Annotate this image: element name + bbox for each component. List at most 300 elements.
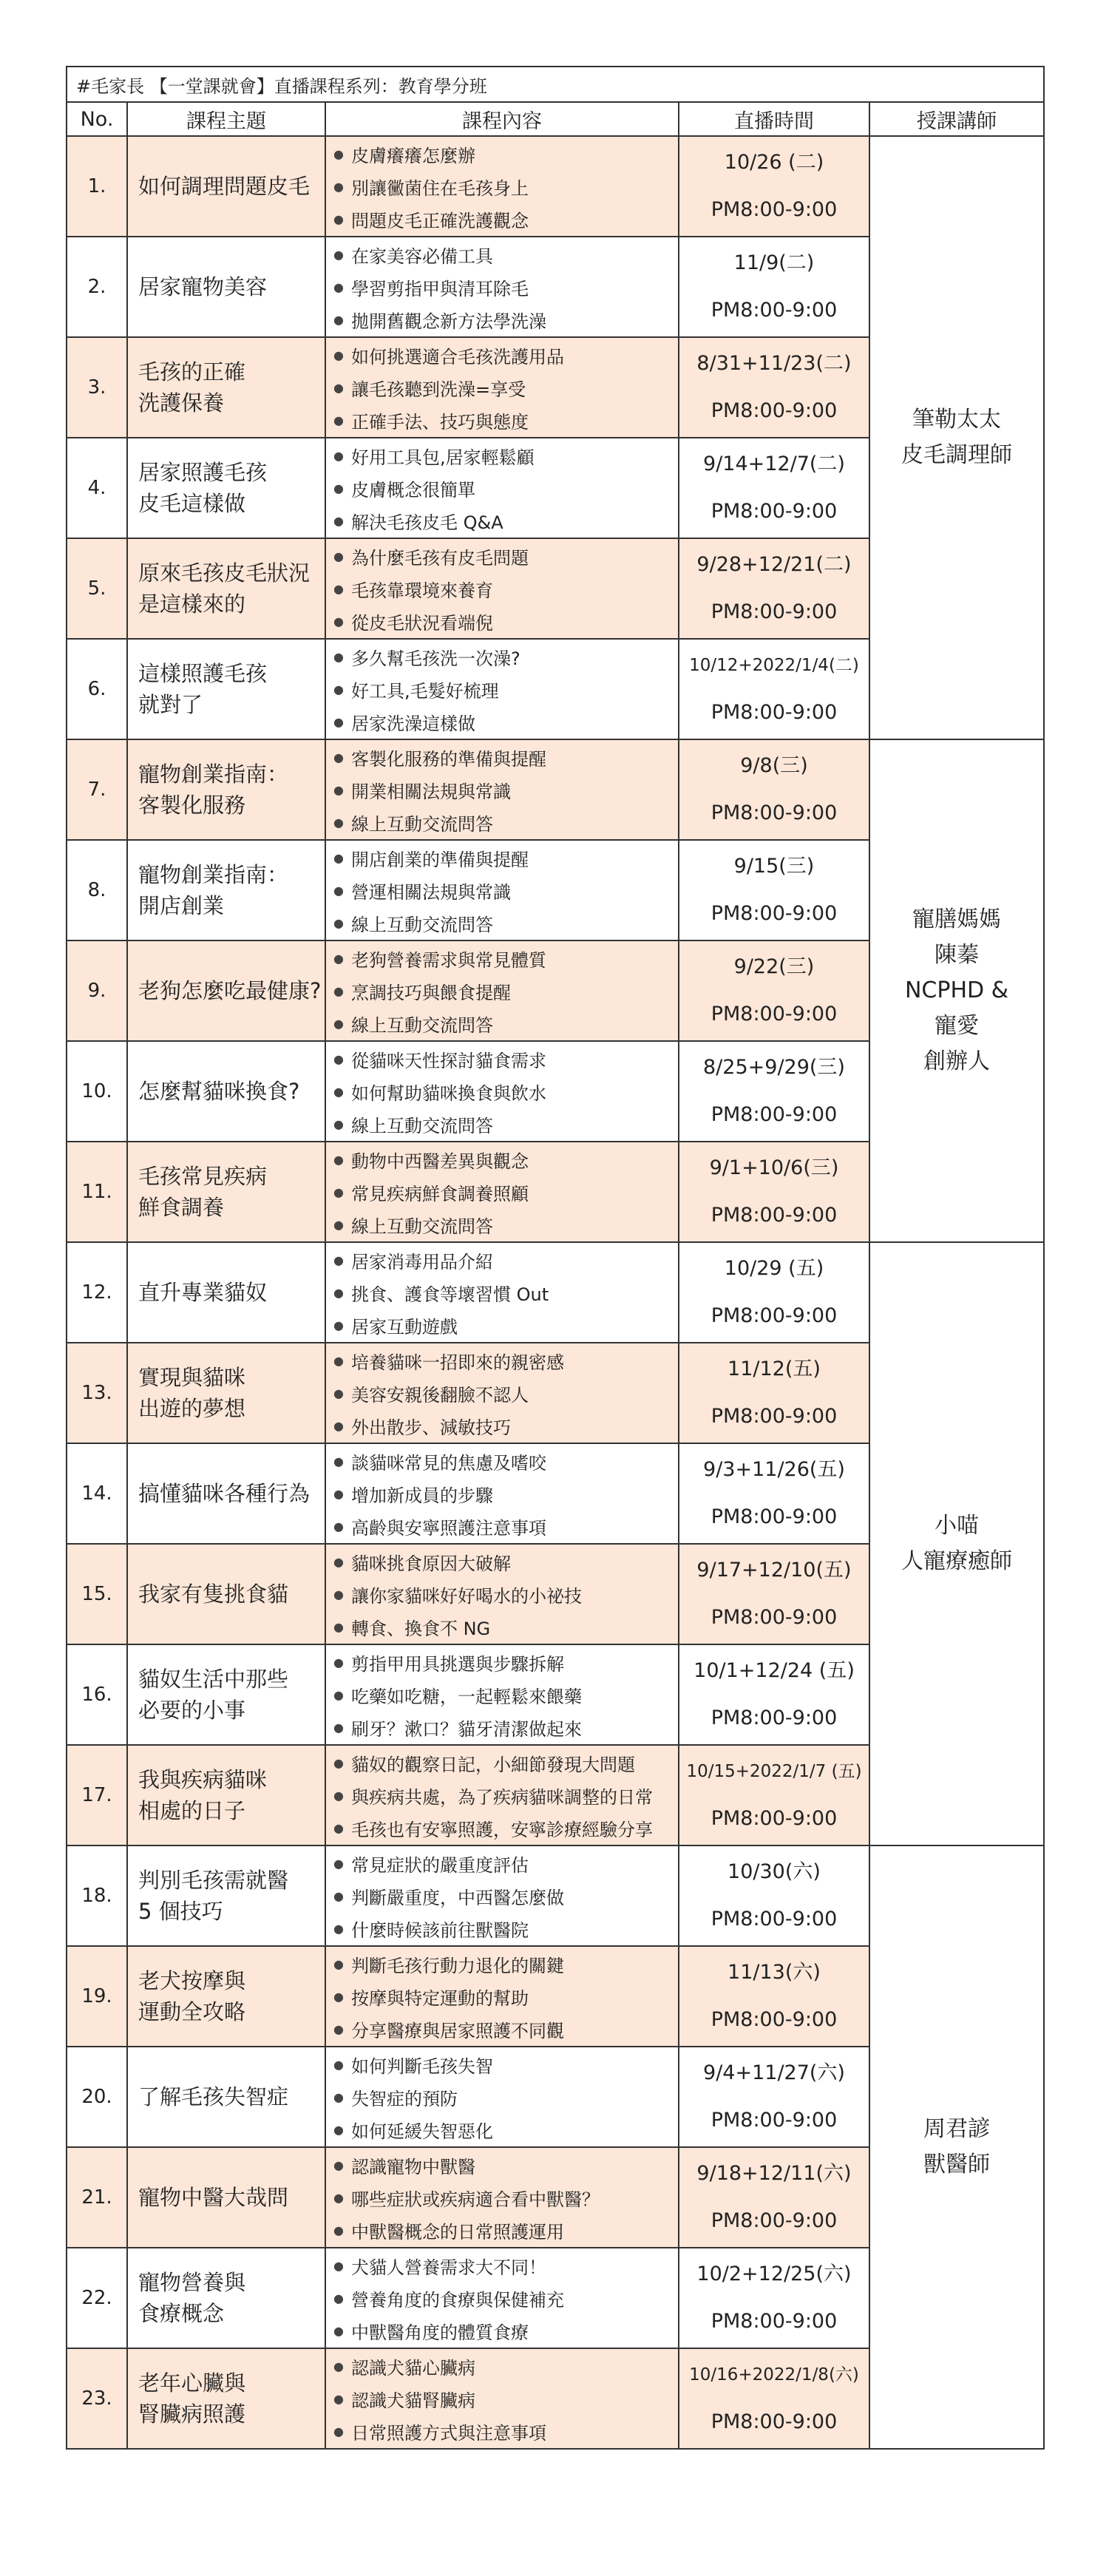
bullet-icon: ● bbox=[333, 750, 344, 765]
bullet-icon: ● bbox=[333, 883, 344, 898]
content-item-text: 吃藥如吃糖，一起輕鬆來餵藥 bbox=[350, 1686, 582, 1707]
content-item-text: 按摩與特定運動的幫助 bbox=[350, 1987, 529, 2009]
broadcast-date: 9/17+12/10(五) bbox=[696, 1559, 852, 1582]
bullet-icon: ● bbox=[333, 2223, 344, 2237]
content-item-text: 中獸醫概念的日常照護運用 bbox=[350, 2221, 564, 2243]
course-number: 17. bbox=[67, 1745, 127, 1845]
content-item bbox=[333, 1510, 678, 1542]
course-content bbox=[325, 337, 679, 438]
course-content bbox=[325, 1242, 679, 1343]
broadcast-date: 9/3+11/26(五) bbox=[703, 1458, 845, 1481]
content-item-text: 如何挑選適合毛孩洗護用品 bbox=[350, 346, 564, 367]
course-topic-line: 搞懂貓咪各種行為 bbox=[138, 1481, 311, 1506]
content-item bbox=[333, 1075, 678, 1108]
content-item-text: 線上互動交流問答 bbox=[350, 1216, 493, 1237]
broadcast-time bbox=[679, 438, 869, 538]
content-item bbox=[333, 2350, 678, 2382]
content-item bbox=[333, 1143, 678, 1176]
content-item bbox=[333, 1043, 678, 1075]
bullet-icon: ● bbox=[333, 247, 344, 262]
teacher-name-line: 獸醫師 bbox=[923, 2152, 991, 2177]
bullet-icon: ● bbox=[333, 1116, 344, 1131]
content-item-text: 與疾病共處，為了疾病貓咪調整的日常 bbox=[350, 1786, 653, 1808]
bullet-icon: ● bbox=[333, 1921, 344, 1936]
content-item bbox=[333, 2013, 678, 2045]
teacher-name-line: 創辦人 bbox=[923, 1048, 991, 1074]
bullet-icon: ● bbox=[333, 1353, 344, 1368]
bullet-icon: ● bbox=[333, 448, 344, 463]
broadcast-time bbox=[679, 1343, 869, 1443]
content-item bbox=[333, 1208, 678, 1241]
content-item-text: 剪指甲用具挑選與步驟拆解 bbox=[350, 1653, 564, 1675]
course-topic-line: 如何調理問題皮毛 bbox=[138, 174, 311, 199]
bullet-icon: ● bbox=[333, 1016, 344, 1031]
course-number: 11. bbox=[67, 1142, 127, 1242]
course-number: 9. bbox=[67, 940, 127, 1041]
content-item-text: 認識寵物中獸醫 bbox=[350, 2156, 475, 2177]
content-item bbox=[333, 2081, 678, 2113]
content-item bbox=[333, 1477, 678, 1510]
broadcast-time bbox=[679, 2348, 869, 2449]
bullet-icon: ● bbox=[333, 348, 344, 362]
content-item-text: 常見疾病鮮食調養照顧 bbox=[350, 1183, 529, 1204]
course-topic-line: 判別毛孩需就醫 bbox=[138, 1868, 289, 1893]
course-topic-line: 這樣照護毛孩 bbox=[138, 661, 268, 686]
content-item-text: 認識犬貓心臟病 bbox=[350, 2357, 475, 2379]
content-item-text: 哪些症狀或疾病適合看中獸醫？ bbox=[350, 2189, 600, 2210]
course-topic-line: 寵物營養與 bbox=[138, 2270, 246, 2295]
bullet-icon: ● bbox=[333, 1454, 344, 1468]
broadcast-date: 9/8(三) bbox=[740, 754, 808, 777]
content-item bbox=[333, 1176, 678, 1208]
course-rows bbox=[67, 136, 1044, 2449]
content-item bbox=[333, 1711, 678, 1743]
course-topic bbox=[127, 1544, 325, 1644]
content-item-text: 客製化服務的準備與提醒 bbox=[350, 748, 546, 770]
content-item-text: 判斷嚴重度，中西醫怎麼做 bbox=[350, 1887, 564, 1908]
content-item-text: 線上互動交流問答 bbox=[350, 1014, 493, 1036]
bullet-icon: ● bbox=[333, 1687, 344, 1702]
course-topic bbox=[127, 237, 325, 337]
content-item bbox=[333, 2149, 678, 2181]
bullet-icon: ● bbox=[333, 2359, 344, 2373]
teacher-name-line: NCPHD & bbox=[904, 977, 1009, 1003]
bullet-icon: ● bbox=[333, 413, 344, 427]
course-topic-line: 就對了 bbox=[138, 692, 203, 717]
course-topic-line: 寵物創業指南： bbox=[138, 862, 289, 887]
course-content bbox=[325, 538, 679, 639]
course-topic bbox=[127, 2348, 325, 2449]
content-item-text: 老狗營養需求與常見體質 bbox=[350, 949, 546, 971]
header-teacher: 授課講師 bbox=[869, 102, 1044, 136]
content-item-text: 皮膚概念很簡單 bbox=[350, 479, 475, 501]
content-item bbox=[333, 975, 678, 1007]
bullet-icon: ● bbox=[333, 682, 344, 696]
broadcast-time bbox=[679, 2248, 869, 2348]
content-item-text: 日常照護方式與注意事項 bbox=[350, 2422, 546, 2444]
course-topic bbox=[127, 1343, 325, 1443]
broadcast-date: 8/25+9/29(三) bbox=[703, 1056, 845, 1079]
content-item-text: 毛孩也有安寧照護，安寧診療經驗分享 bbox=[350, 1819, 653, 1840]
content-item-text: 線上互動交流問答 bbox=[350, 1115, 493, 1136]
content-item-text: 線上互動交流問答 bbox=[350, 813, 493, 835]
content-item bbox=[333, 1948, 678, 1980]
course-topic-line: 洗護保養 bbox=[138, 390, 225, 416]
broadcast-hours: PM8:00-9:00 bbox=[710, 1706, 838, 1729]
broadcast-date: 10/1+12/24 (五) bbox=[693, 1659, 855, 1682]
course-content bbox=[325, 1041, 679, 1142]
course-number: 20. bbox=[67, 2047, 127, 2147]
course-number: 13. bbox=[67, 1343, 127, 1443]
content-item bbox=[333, 2048, 678, 2081]
bullet-icon: ● bbox=[333, 1217, 344, 1232]
teacher-name-line: 寵愛 bbox=[935, 1013, 980, 1039]
content-item-text: 學習剪指甲與清耳除毛 bbox=[350, 278, 529, 299]
content-item-text: 常見症狀的嚴重度評估 bbox=[350, 1854, 529, 1876]
bullet-icon: ● bbox=[333, 1051, 344, 1066]
table-title: #毛家長 【一堂課就會】直播課程系列：教育學分班 bbox=[67, 67, 1044, 102]
broadcast-hours: PM8:00-9:00 bbox=[710, 2310, 838, 2333]
course-table bbox=[66, 66, 1045, 2450]
bullet-icon: ● bbox=[333, 1989, 344, 2004]
content-item-text: 拋開舊觀念新方法學洗澡 bbox=[350, 311, 546, 332]
bullet-icon: ● bbox=[333, 1418, 344, 1433]
course-topic-line: 貓奴生活中那些 bbox=[138, 1667, 289, 1692]
broadcast-hours: PM8:00-9:00 bbox=[710, 2209, 838, 2232]
content-item bbox=[333, 1545, 678, 1578]
course-topic-line: 鮮食調養 bbox=[138, 1195, 225, 1220]
broadcast-hours: PM8:00-9:00 bbox=[710, 1505, 838, 1528]
broadcast-hours: PM8:00-9:00 bbox=[710, 600, 838, 623]
bullet-icon: ● bbox=[333, 983, 344, 998]
bullet-icon: ● bbox=[333, 915, 344, 930]
content-item-text: 培養貓咪一招即來的親密感 bbox=[350, 1352, 564, 1373]
course-topic-line: 怎麼幫貓咪換食? bbox=[138, 1079, 300, 1104]
bullet-icon: ● bbox=[333, 581, 344, 596]
course-teacher bbox=[869, 1242, 1044, 1845]
course-topic-line: 了解毛孩失智症 bbox=[138, 2084, 289, 2109]
bullet-icon: ● bbox=[333, 513, 344, 528]
bullet-icon: ● bbox=[333, 380, 344, 395]
content-item-text: 中獸醫角度的體質食療 bbox=[350, 2322, 529, 2343]
course-topic-line: 出遊的夢想 bbox=[138, 1396, 246, 1421]
bullet-icon: ● bbox=[333, 1856, 344, 1871]
course-content bbox=[325, 1845, 679, 1946]
course-topic-line: 運動全攻略 bbox=[138, 1999, 246, 2024]
broadcast-time bbox=[679, 840, 869, 940]
content-item bbox=[333, 1445, 678, 1477]
bullet-icon: ● bbox=[333, 279, 344, 294]
bullet-icon: ● bbox=[333, 1587, 344, 1601]
teacher-name-line: 周君諺 bbox=[923, 2116, 991, 2142]
broadcast-date: 10/16+2022/1/8(六) bbox=[689, 2365, 859, 2385]
course-number: 23. bbox=[67, 2348, 127, 2449]
bullet-icon: ● bbox=[333, 1285, 344, 1300]
broadcast-time bbox=[679, 2147, 869, 2248]
content-item-text: 挑食、護食等壞習慣 Out bbox=[350, 1284, 549, 1305]
bullet-icon: ● bbox=[333, 1820, 344, 1835]
broadcast-hours: PM8:00-9:00 bbox=[710, 198, 838, 221]
content-item bbox=[333, 339, 678, 371]
broadcast-date: 11/9(二) bbox=[733, 251, 815, 274]
broadcast-hours: PM8:00-9:00 bbox=[710, 1204, 838, 1227]
content-item bbox=[333, 1007, 678, 1040]
content-item-text: 動物中西醫差異與觀念 bbox=[350, 1150, 529, 1172]
course-content bbox=[325, 1745, 679, 1845]
content-item-text: 營養角度的食療與保健補充 bbox=[350, 2289, 564, 2311]
content-item bbox=[333, 2282, 678, 2314]
course-topic bbox=[127, 438, 325, 538]
broadcast-hours: PM8:00-9:00 bbox=[710, 1908, 838, 1931]
bullet-icon: ● bbox=[333, 1619, 344, 1634]
course-topic-line: 居家寵物美容 bbox=[138, 274, 268, 299]
course-content bbox=[325, 1544, 679, 1644]
bullet-icon: ● bbox=[333, 1956, 344, 1971]
course-topic-line: 原來毛孩皮毛狀況 bbox=[138, 560, 311, 586]
broadcast-hours: PM8:00-9:00 bbox=[710, 701, 838, 724]
content-item-text: 讓你家貓咪好好喝水的小祕技 bbox=[350, 1585, 582, 1607]
course-topic bbox=[127, 940, 325, 1041]
broadcast-hours: PM8:00-9:00 bbox=[710, 1606, 838, 1629]
broadcast-time bbox=[679, 1242, 869, 1343]
broadcast-time bbox=[679, 136, 869, 237]
content-item bbox=[333, 1244, 678, 1276]
course-number: 5. bbox=[67, 538, 127, 639]
content-item-text: 線上互動交流問答 bbox=[350, 914, 493, 935]
content-item bbox=[333, 1912, 678, 1945]
course-topic bbox=[127, 1946, 325, 2047]
course-number: 4. bbox=[67, 438, 127, 538]
bullet-icon: ● bbox=[333, 2291, 344, 2305]
course-teacher bbox=[869, 136, 1044, 739]
content-item-text: 如何判斷毛孩失智 bbox=[350, 2055, 493, 2077]
broadcast-time bbox=[679, 2047, 869, 2147]
broadcast-date: 10/2+12/25(六) bbox=[696, 2263, 852, 2285]
table-row bbox=[67, 136, 1044, 237]
course-number: 19. bbox=[67, 1946, 127, 2047]
broadcast-time bbox=[679, 237, 869, 337]
content-item bbox=[333, 540, 678, 572]
course-topic-line: 客製化服務 bbox=[138, 793, 246, 818]
content-item-text: 貓咪挑食原因大破解 bbox=[350, 1553, 511, 1574]
broadcast-hours: PM8:00-9:00 bbox=[710, 1103, 838, 1126]
content-item-text: 正確手法、技巧與態度 bbox=[350, 411, 529, 433]
course-number: 2. bbox=[67, 237, 127, 337]
bullet-icon: ● bbox=[333, 2258, 344, 2273]
content-item-text: 好用工具包,居家輕鬆顧 bbox=[350, 447, 535, 468]
content-item-text: 居家洗澡這樣做 bbox=[350, 713, 475, 734]
course-content bbox=[325, 136, 679, 237]
content-item bbox=[333, 1678, 678, 1711]
course-topic bbox=[127, 538, 325, 639]
content-item bbox=[333, 2314, 678, 2347]
course-topic-line: 食療概念 bbox=[138, 2301, 225, 2326]
course-topic bbox=[127, 1644, 325, 1745]
content-item bbox=[333, 2249, 678, 2282]
bullet-icon: ● bbox=[333, 2122, 344, 2137]
content-item bbox=[333, 741, 678, 773]
teacher-name-line: 筆勒太太 bbox=[912, 407, 1002, 433]
content-item bbox=[333, 1409, 678, 1442]
content-item-text: 如何幫助貓咪換食與飲水 bbox=[350, 1082, 546, 1104]
course-topic-line: 毛孩的正確 bbox=[138, 359, 246, 384]
course-content bbox=[325, 739, 679, 840]
content-item bbox=[333, 841, 678, 874]
content-item-text: 居家消毒用品介紹 bbox=[350, 1251, 493, 1272]
broadcast-date: 9/28+12/21(二) bbox=[696, 553, 852, 576]
course-content bbox=[325, 2248, 679, 2348]
bullet-icon: ● bbox=[333, 481, 344, 495]
broadcast-time bbox=[679, 739, 869, 840]
content-item bbox=[333, 170, 678, 203]
bullet-icon: ● bbox=[333, 1152, 344, 1167]
content-item-text: 讓毛孩聽到洗澡=享受 bbox=[350, 379, 526, 400]
course-content bbox=[325, 840, 679, 940]
content-item-text: 烹調技巧與餵食提醒 bbox=[350, 982, 511, 1003]
bullet-icon: ● bbox=[333, 2057, 344, 2072]
teacher-name-line: 陳蓁 bbox=[935, 942, 980, 968]
broadcast-date: 9/4+11/27(六) bbox=[703, 2061, 845, 2084]
course-topic bbox=[127, 2047, 325, 2147]
broadcast-date: 9/14+12/7(二) bbox=[703, 453, 845, 475]
header-no: No. bbox=[67, 102, 127, 136]
content-item-text: 從貓咪天性探討貓食需求 bbox=[350, 1050, 546, 1071]
table-row bbox=[67, 1845, 1044, 1946]
content-item bbox=[333, 1309, 678, 1341]
content-item bbox=[333, 640, 678, 673]
broadcast-hours: PM8:00-9:00 bbox=[710, 299, 838, 322]
broadcast-hours: PM8:00-9:00 bbox=[710, 2410, 838, 2433]
teacher-name-line: 皮毛調理師 bbox=[901, 442, 1013, 468]
bullet-icon: ● bbox=[333, 1386, 344, 1400]
content-item bbox=[333, 1880, 678, 1912]
broadcast-time bbox=[679, 1845, 869, 1946]
broadcast-date: 10/26 (二) bbox=[724, 151, 824, 174]
content-item bbox=[333, 773, 678, 806]
content-item bbox=[333, 1847, 678, 1880]
content-item-text: 開店創業的準備與提醒 bbox=[350, 849, 529, 870]
content-item-text: 皮膚癢癢怎麼辦 bbox=[350, 145, 475, 166]
course-topic bbox=[127, 639, 325, 739]
teacher-name-line: 小喵 bbox=[935, 1513, 980, 1539]
course-teacher bbox=[869, 1845, 1044, 2449]
content-item-text: 增加新成員的步驟 bbox=[350, 1485, 493, 1506]
content-item-text: 好工具,毛髮好梳理 bbox=[350, 680, 499, 702]
course-content bbox=[325, 940, 679, 1041]
bullet-icon: ● bbox=[333, 549, 344, 563]
content-item-text: 毛孩靠環境來養育 bbox=[350, 580, 493, 601]
course-topic-line: 寵物中醫大哉問 bbox=[138, 2185, 289, 2210]
course-number: 10. bbox=[67, 1041, 127, 1142]
content-item bbox=[333, 1610, 678, 1643]
bullet-icon: ● bbox=[333, 1184, 344, 1199]
content-item bbox=[333, 238, 678, 271]
broadcast-time bbox=[679, 538, 869, 639]
bullet-icon: ● bbox=[333, 2158, 344, 2172]
broadcast-date: 8/31+11/23(二) bbox=[696, 352, 852, 375]
content-item-text: 分享醫療與居家照護不同觀 bbox=[350, 2020, 564, 2041]
broadcast-hours: PM8:00-9:00 bbox=[710, 2109, 838, 2132]
course-content bbox=[325, 1946, 679, 2047]
course-topic-line: 毛孩常見疾病 bbox=[138, 1164, 268, 1189]
content-item-text: 如何延緩失智惡化 bbox=[350, 2121, 493, 2142]
content-item bbox=[333, 1578, 678, 1610]
broadcast-time bbox=[679, 337, 869, 438]
content-item bbox=[333, 2415, 678, 2447]
content-item bbox=[333, 439, 678, 472]
course-topic bbox=[127, 1242, 325, 1343]
broadcast-date: 9/22(三) bbox=[733, 955, 815, 978]
bullet-icon: ● bbox=[333, 1084, 344, 1099]
header-content: 課程內容 bbox=[325, 102, 679, 136]
course-topic bbox=[127, 337, 325, 438]
course-topic bbox=[127, 2147, 325, 2248]
bullet-icon: ● bbox=[333, 2190, 344, 2205]
content-item bbox=[333, 942, 678, 975]
bullet-icon: ● bbox=[333, 1519, 344, 1533]
content-item-text: 問題皮毛正確洗護觀念 bbox=[350, 210, 529, 231]
broadcast-date: 11/13(六) bbox=[728, 1961, 821, 1984]
course-number: 18. bbox=[67, 1845, 127, 1946]
content-item bbox=[333, 806, 678, 838]
course-content bbox=[325, 1343, 679, 1443]
course-topic-line: 是這樣來的 bbox=[138, 592, 246, 617]
content-item bbox=[333, 572, 678, 605]
course-number: 8. bbox=[67, 840, 127, 940]
content-item bbox=[333, 504, 678, 537]
bullet-icon: ● bbox=[333, 211, 344, 226]
content-item-text: 失智症的預防 bbox=[350, 2088, 458, 2109]
bullet-icon: ● bbox=[333, 1486, 344, 1501]
broadcast-time bbox=[679, 1544, 869, 1644]
content-item-text: 外出散步、減敏技巧 bbox=[350, 1417, 511, 1438]
teacher-name-line: 人寵療癒師 bbox=[901, 1548, 1013, 1574]
broadcast-hours: PM8:00-9:00 bbox=[710, 2008, 838, 2031]
table-row bbox=[67, 1242, 1044, 1343]
course-topic bbox=[127, 1041, 325, 1142]
course-topic-line: 開店創業 bbox=[138, 893, 225, 918]
content-item bbox=[333, 472, 678, 504]
content-item-text: 美容安親後翻臉不認人 bbox=[350, 1384, 529, 1406]
course-number: 6. bbox=[67, 639, 127, 739]
bullet-icon: ● bbox=[333, 951, 344, 966]
course-topic bbox=[127, 1443, 325, 1544]
course-content bbox=[325, 1142, 679, 1242]
course-topic bbox=[127, 2248, 325, 2348]
course-content bbox=[325, 2147, 679, 2248]
content-item bbox=[333, 2113, 678, 2146]
course-topic bbox=[127, 1142, 325, 1242]
course-number: 12. bbox=[67, 1242, 127, 1343]
content-item bbox=[333, 874, 678, 906]
broadcast-date: 9/18+12/11(六) bbox=[696, 2162, 852, 2185]
broadcast-time bbox=[679, 1041, 869, 1142]
course-content bbox=[325, 2047, 679, 2147]
course-schedule bbox=[66, 66, 1043, 2450]
bullet-icon: ● bbox=[333, 146, 344, 161]
content-item bbox=[333, 404, 678, 436]
content-item-text: 認識犬貓腎臟病 bbox=[350, 2390, 475, 2411]
bullet-icon: ● bbox=[333, 649, 344, 664]
course-number: 14. bbox=[67, 1443, 127, 1544]
content-item bbox=[333, 906, 678, 939]
broadcast-date: 10/30(六) bbox=[728, 1860, 821, 1883]
course-number: 16. bbox=[67, 1644, 127, 1745]
broadcast-hours: PM8:00-9:00 bbox=[710, 801, 838, 824]
bullet-icon: ● bbox=[333, 2391, 344, 2406]
bullet-icon: ● bbox=[333, 1888, 344, 1903]
course-topic-line: 我家有隻挑食貓 bbox=[138, 1582, 289, 1607]
